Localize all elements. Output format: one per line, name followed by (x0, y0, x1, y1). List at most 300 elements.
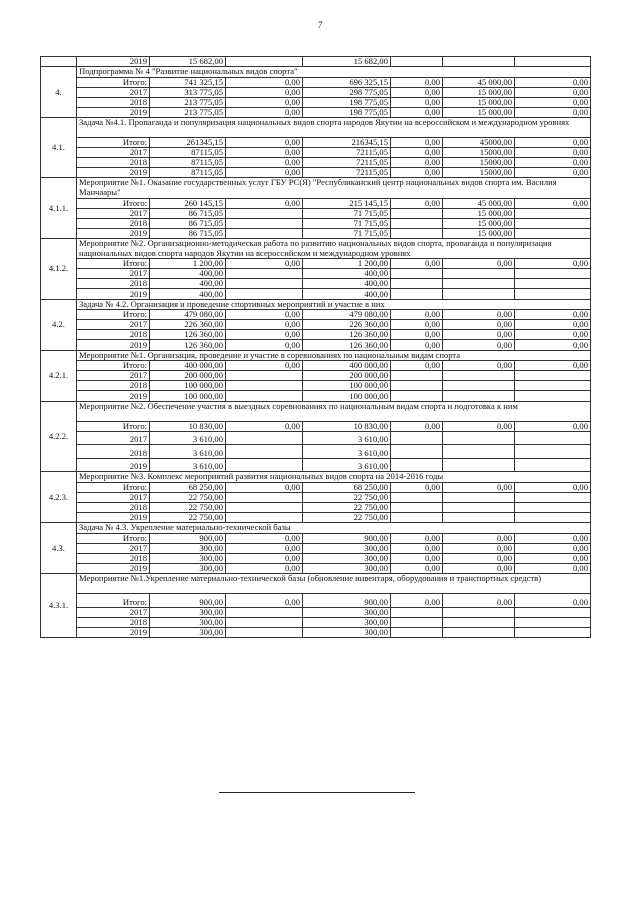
value-c4: 15 000,00 (443, 87, 515, 97)
value-c3 (391, 391, 443, 401)
value-c2: 216345,15 (303, 138, 391, 148)
value-c1 (226, 218, 303, 228)
value-c1: 0,00 (226, 259, 303, 269)
table-row-year (41, 289, 591, 299)
value-c2: 71 715,05 (303, 208, 391, 218)
value-c4: 45 000,00 (443, 198, 515, 208)
row-label: 2019 (77, 340, 150, 350)
value-c4: 15000,00 (443, 158, 515, 168)
value-c5 (515, 208, 591, 218)
value-total: 86 715,05 (150, 218, 226, 228)
value-c1 (226, 381, 303, 391)
row-label: 2018 (77, 445, 150, 459)
value-total: 300,00 (150, 618, 226, 628)
value-c1 (226, 289, 303, 299)
value-c2: 72115,05 (303, 158, 391, 168)
value-c3: 0,00 (391, 482, 443, 492)
value-c3 (391, 228, 443, 238)
value-c1 (226, 628, 303, 638)
value-c2: 68 250,00 (303, 482, 391, 492)
value-c5 (515, 371, 591, 381)
value-c3: 0,00 (391, 361, 443, 371)
section-header-row (41, 401, 591, 421)
value-c2: 479 080,00 (303, 310, 391, 320)
value-c4 (443, 391, 515, 401)
row-label: 2018 (77, 218, 150, 228)
value-c2: 3 610,00 (303, 445, 391, 459)
value-c1: 0,00 (226, 138, 303, 148)
value-c4: 15 000,00 (443, 228, 515, 238)
table-row-total (41, 310, 591, 320)
row-label: Итого: (77, 77, 150, 87)
table-row-total (41, 198, 591, 208)
value-c3 (391, 445, 443, 459)
value-c3: 0,00 (391, 533, 443, 543)
value-c2: 215 145,15 (303, 198, 391, 208)
value-c4: 0,00 (443, 482, 515, 492)
row-label: Итого: (77, 594, 150, 608)
value-c4: 0,00 (443, 361, 515, 371)
value-c2: 400,00 (303, 279, 391, 289)
row-label: 2017 (77, 208, 150, 218)
value-c2: 71 715,05 (303, 228, 391, 238)
value-c4 (443, 513, 515, 523)
value-c1: 0,00 (226, 310, 303, 320)
value-c1: 0,00 (226, 107, 303, 117)
value-c4: 15 000,00 (443, 218, 515, 228)
section-header-row (41, 574, 591, 594)
value-c3: 0,00 (391, 107, 443, 117)
value-c4 (443, 618, 515, 628)
table-row-year (41, 87, 591, 97)
value-c4 (443, 628, 515, 638)
value-c3 (391, 513, 443, 523)
value-c2: 300,00 (303, 618, 391, 628)
row-label: 2019 (77, 391, 150, 401)
row-label: 2017 (77, 269, 150, 279)
row-label: Итого: (77, 138, 150, 148)
row-label: 2019 (77, 628, 150, 638)
value-c3 (391, 208, 443, 218)
row-label: 2018 (77, 97, 150, 107)
value-total: 900,00 (150, 594, 226, 608)
value-c5: 0,00 (515, 310, 591, 320)
value-c3 (391, 431, 443, 445)
value-c2: 300,00 (303, 554, 391, 564)
value-c3: 0,00 (391, 544, 443, 554)
value-c3 (391, 458, 443, 472)
section-title: Задача № 4.2. Организация и проведение спортивных мероприятий и участие в них (77, 299, 591, 310)
value-c1 (226, 431, 303, 445)
value-c3 (391, 607, 443, 617)
section-code: 4.2.1. (41, 350, 77, 401)
value-c5 (515, 628, 591, 638)
value-c1: 0,00 (226, 330, 303, 340)
table-row-total (41, 259, 591, 269)
value-c1: 0,00 (226, 564, 303, 574)
value-c4 (443, 607, 515, 617)
value-total: 126 360,00 (150, 340, 226, 350)
value-c2: 3 610,00 (303, 431, 391, 445)
value-c5: 0,00 (515, 361, 591, 371)
value-c3 (391, 381, 443, 391)
row-label: 2018 (77, 330, 150, 340)
value-c4: 45 000,00 (443, 77, 515, 87)
value-c2: 126 360,00 (303, 340, 391, 350)
value-c1: 0,00 (226, 544, 303, 554)
value-c5 (515, 381, 591, 391)
table-row-year (41, 628, 591, 638)
table-row-year (41, 371, 591, 381)
value-c5 (515, 57, 591, 67)
value-c5 (515, 391, 591, 401)
value-total: 300,00 (150, 607, 226, 617)
value-c5: 0,00 (515, 564, 591, 574)
section-header-row (41, 178, 591, 198)
value-c3 (391, 218, 443, 228)
table-row-year (41, 218, 591, 228)
row-label: 2017 (77, 371, 150, 381)
section-code: 4. (41, 67, 77, 118)
value-c2: 71 715,05 (303, 218, 391, 228)
section-header-row (41, 350, 591, 361)
table-row-total (41, 594, 591, 608)
row-label: 2017 (77, 607, 150, 617)
row-label: Итого: (77, 421, 150, 431)
section-code: 4.1.1. (41, 178, 77, 239)
value-c4: 15 000,00 (443, 107, 515, 117)
value-c1: 0,00 (226, 594, 303, 608)
section-header-row (41, 67, 591, 78)
value-c3 (391, 618, 443, 628)
value-c3: 0,00 (391, 340, 443, 350)
section-code: 4.2. (41, 299, 77, 350)
value-c2: 22 750,00 (303, 493, 391, 503)
value-c2: 126 360,00 (303, 330, 391, 340)
value-total: 226 360,00 (150, 320, 226, 330)
value-total: 260 145,15 (150, 198, 226, 208)
value-c1: 0,00 (226, 361, 303, 371)
row-label: Итого: (77, 259, 150, 269)
row-label: 2017 (77, 431, 150, 445)
value-total: 86 715,05 (150, 228, 226, 238)
value-total: 87115,05 (150, 148, 226, 158)
value-c1: 0,00 (226, 97, 303, 107)
value-total: 300,00 (150, 544, 226, 554)
value-total: 22 750,00 (150, 513, 226, 523)
value-c1: 0,00 (226, 168, 303, 178)
row-label: Итого: (77, 361, 150, 371)
value-c3: 0,00 (391, 320, 443, 330)
row-label: 2018 (77, 381, 150, 391)
value-c1: 0,00 (226, 198, 303, 208)
value-c3: 0,00 (391, 158, 443, 168)
table-row-year (41, 544, 591, 554)
value-total: 10 830,00 (150, 421, 226, 431)
value-c1: 0,00 (226, 482, 303, 492)
value-c3: 0,00 (391, 138, 443, 148)
value-c3 (391, 279, 443, 289)
value-c4: 0,00 (443, 320, 515, 330)
section-code: 4.2.2. (41, 401, 77, 472)
value-total: 300,00 (150, 554, 226, 564)
value-c2: 900,00 (303, 533, 391, 543)
value-total: 400,00 (150, 269, 226, 279)
value-c5: 0,00 (515, 533, 591, 543)
value-c4 (443, 445, 515, 459)
value-c5: 0,00 (515, 77, 591, 87)
value-c2: 300,00 (303, 544, 391, 554)
value-c1: 0,00 (226, 87, 303, 97)
budget-table (40, 56, 591, 638)
value-c2: 300,00 (303, 628, 391, 638)
value-c3 (391, 289, 443, 299)
value-c3: 0,00 (391, 148, 443, 158)
section-title: Мероприятие №3. Комплекс мероприятий развития национальных видов спорта на 2014-2016 годы (77, 472, 591, 483)
value-c3: 0,00 (391, 594, 443, 608)
value-total: 261345,15 (150, 138, 226, 148)
value-total: 400,00 (150, 279, 226, 289)
value-total: 213 775,05 (150, 107, 226, 117)
section-title: Мероприятие №1.Укрепление материально-технической базы (обновление инвентаря, оборудования и транспортных средств) (77, 574, 591, 594)
value-c1: 0,00 (226, 320, 303, 330)
table-row-year (41, 503, 591, 513)
row-label: 2018 (77, 503, 150, 513)
value-c5 (515, 289, 591, 299)
value-total: 100 000,00 (150, 381, 226, 391)
section-title: Мероприятие №1. Организация, проведение и участие в соревнованиях по национальным видам спорта (77, 350, 591, 361)
table-row-year (41, 445, 591, 459)
section-title: Подпрограмма № 4 "Развитие национальных видов спорта" (77, 67, 591, 78)
table-row-year (41, 148, 591, 158)
row-label: 2018 (77, 279, 150, 289)
value-c2: 72115,05 (303, 168, 391, 178)
value-total: 3 610,00 (150, 458, 226, 472)
value-c2: 300,00 (303, 607, 391, 617)
value-c2: 696 325,15 (303, 77, 391, 87)
value-c2: 298 775,05 (303, 87, 391, 97)
value-c5: 0,00 (515, 168, 591, 178)
value-c5: 0,00 (515, 87, 591, 97)
table-row-year (41, 554, 591, 564)
value-c5 (515, 228, 591, 238)
value-c2: 400,00 (303, 269, 391, 279)
value-c5: 0,00 (515, 259, 591, 269)
value-c4 (443, 57, 515, 67)
value-c4: 0,00 (443, 259, 515, 269)
value-c5: 0,00 (515, 340, 591, 350)
table-row-total (41, 533, 591, 543)
value-c5: 0,00 (515, 198, 591, 208)
value-c4: 0,00 (443, 544, 515, 554)
table-row-year (41, 168, 591, 178)
value-c4 (443, 279, 515, 289)
value-c5 (515, 503, 591, 513)
value-c1 (226, 503, 303, 513)
section-code: 4.1.2. (41, 239, 77, 300)
section-header-row (41, 523, 591, 534)
table-row-year (41, 513, 591, 523)
value-total: 741 325,15 (150, 77, 226, 87)
table-row-total (41, 77, 591, 87)
table-row-year (41, 97, 591, 107)
value-c5 (515, 218, 591, 228)
value-c5: 0,00 (515, 544, 591, 554)
value-c5 (515, 493, 591, 503)
value-c2: 100 000,00 (303, 381, 391, 391)
value-c4 (443, 503, 515, 513)
value-c1 (226, 269, 303, 279)
value-c4 (443, 493, 515, 503)
value-total: 22 750,00 (150, 503, 226, 513)
value-c4: 15000,00 (443, 168, 515, 178)
section-title: Мероприятие №2. Обеспечение участия в выездных соревнованиях по национальным видам спорта и подготовка к ним (77, 401, 591, 421)
value-c3: 0,00 (391, 554, 443, 564)
row-label: 2019 (77, 289, 150, 299)
value-c2: 226 360,00 (303, 320, 391, 330)
value-c3: 0,00 (391, 168, 443, 178)
section-title: Мероприятие №2. Организационно-методическая работа по развитию национальных видов спорта, пропаганда и популяризация национальных видов спорта народов Якутии на всероссийском и международном уровнях (77, 239, 591, 259)
value-c3: 0,00 (391, 421, 443, 431)
value-c5: 0,00 (515, 138, 591, 148)
row-label: 2019 (77, 107, 150, 117)
table-row-total (41, 421, 591, 431)
value-c2: 22 750,00 (303, 503, 391, 513)
value-c4 (443, 381, 515, 391)
value-c1 (226, 208, 303, 218)
value-c3 (391, 493, 443, 503)
table-row-year (41, 493, 591, 503)
footer-rule (219, 792, 415, 793)
value-total: 400,00 (150, 289, 226, 299)
value-c5 (515, 445, 591, 459)
section-title: Задача № 4.3. Укрепление материально-технической базы (77, 523, 591, 534)
value-c5 (515, 618, 591, 628)
value-c3 (391, 371, 443, 381)
row-label: Итого: (77, 310, 150, 320)
value-c1 (226, 445, 303, 459)
value-c1: 0,00 (226, 148, 303, 158)
section-code: 4.3.1. (41, 574, 77, 638)
table-row-year (41, 208, 591, 218)
value-c2: 300,00 (303, 564, 391, 574)
value-c3: 0,00 (391, 87, 443, 97)
value-c1 (226, 228, 303, 238)
value-c1: 0,00 (226, 533, 303, 543)
row-label: Итого: (77, 533, 150, 543)
value-c1 (226, 57, 303, 67)
value-c2: 100 000,00 (303, 391, 391, 401)
value-c2: 22 750,00 (303, 513, 391, 523)
value-c1: 0,00 (226, 421, 303, 431)
row-label: 2019 (77, 564, 150, 574)
value-c5: 0,00 (515, 421, 591, 431)
table-row-carryover (41, 57, 591, 67)
value-c1 (226, 618, 303, 628)
value-c5: 0,00 (515, 330, 591, 340)
value-c3: 0,00 (391, 97, 443, 107)
value-total: 22 750,00 (150, 493, 226, 503)
value-c3: 0,00 (391, 310, 443, 320)
value-c2: 200 000,00 (303, 371, 391, 381)
value-c5: 0,00 (515, 97, 591, 107)
value-c4 (443, 458, 515, 472)
table-row-year (41, 618, 591, 628)
table-row-total (41, 361, 591, 371)
value-c2: 900,00 (303, 594, 391, 608)
value-c1: 0,00 (226, 77, 303, 87)
value-c1 (226, 458, 303, 472)
value-total: 3 610,00 (150, 445, 226, 459)
value-c2: 10 830,00 (303, 421, 391, 431)
value-total: 479 080,00 (150, 310, 226, 320)
page-number: 7 (317, 20, 323, 30)
value-c4: 15 000,00 (443, 97, 515, 107)
value-c3 (391, 269, 443, 279)
value-total: 126 360,00 (150, 330, 226, 340)
code-cell (41, 57, 77, 67)
value-c5 (515, 513, 591, 523)
value-c4: 0,00 (443, 310, 515, 320)
value-total: 200 000,00 (150, 371, 226, 381)
value-c5: 0,00 (515, 554, 591, 564)
table-row-year (41, 564, 591, 574)
section-header-row (41, 118, 591, 138)
value-c1 (226, 391, 303, 401)
table-row-year (41, 158, 591, 168)
value-total: 400 000,00 (150, 361, 226, 371)
table-row-year (41, 458, 591, 472)
value-c1: 0,00 (226, 554, 303, 564)
value-total: 300,00 (150, 564, 226, 574)
value-c2: 198 775,05 (303, 107, 391, 117)
value-c5: 0,00 (515, 107, 591, 117)
value-total: 87115,05 (150, 168, 226, 178)
value-c4: 0,00 (443, 533, 515, 543)
value-c4: 15 000,00 (443, 208, 515, 218)
value-total: 15 682,00 (150, 57, 226, 67)
section-code: 4.2.3. (41, 472, 77, 523)
value-c2: 400 000,00 (303, 361, 391, 371)
table-row-total (41, 482, 591, 492)
row-label: 2019 (77, 57, 150, 67)
value-c1 (226, 493, 303, 503)
value-c4 (443, 289, 515, 299)
value-c4 (443, 431, 515, 445)
section-header-row (41, 299, 591, 310)
value-c3: 0,00 (391, 77, 443, 87)
value-c4: 0,00 (443, 594, 515, 608)
value-c2: 1 200,00 (303, 259, 391, 269)
table-row-year (41, 320, 591, 330)
value-c4 (443, 371, 515, 381)
row-label: 2019 (77, 168, 150, 178)
value-total: 300,00 (150, 628, 226, 638)
value-c5: 0,00 (515, 158, 591, 168)
row-label: 2018 (77, 158, 150, 168)
value-c1 (226, 371, 303, 381)
table-row-year (41, 107, 591, 117)
value-c3 (391, 57, 443, 67)
section-header-row (41, 472, 591, 483)
row-label: 2017 (77, 320, 150, 330)
section-code: 4.3. (41, 523, 77, 574)
value-total: 100 000,00 (150, 391, 226, 401)
row-label: 2017 (77, 493, 150, 503)
value-c2: 15 682,00 (303, 57, 391, 67)
value-c1 (226, 279, 303, 289)
value-total: 3 610,00 (150, 431, 226, 445)
